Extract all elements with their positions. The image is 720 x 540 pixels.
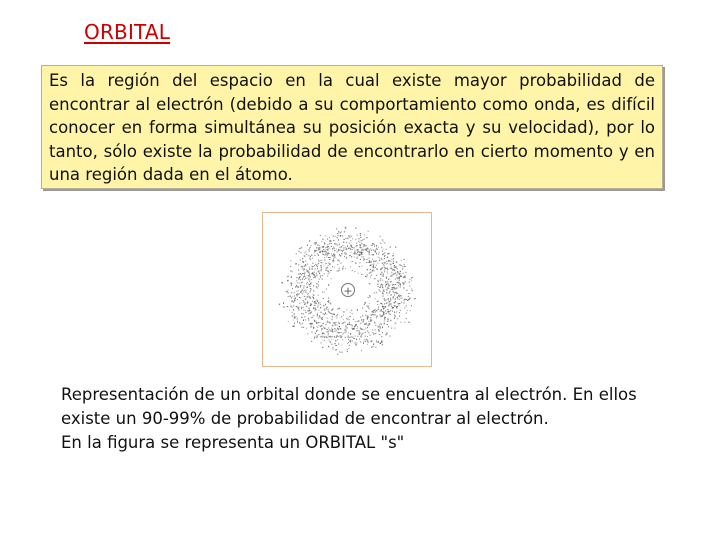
caption-line-3: En la figura se representa un ORBITAL "s": [61, 433, 405, 452]
s-orbital-icon: [263, 213, 430, 365]
definition-text: Es la región del espacio en la cual existe mayor probabilidad de encontrar al electrón (debido a su comportamiento como onda, es difícil conocer en forma simultánea su posición exacta y su velocidad), por lo tanto, sólo existe la probabilidad de encontrarlo en cierto momento y en una región dada en el átomo.: [49, 71, 655, 185]
caption-line-2: existe un 90-99% de probabilidad de encontrar al electrón.: [61, 409, 549, 428]
definition-box: [41, 65, 663, 189]
caption-line-1: Representación de un orbital donde se encuentra al electrón. En ellos: [61, 385, 637, 404]
caption: [61, 383, 711, 455]
page-title: ORBITAL: [84, 20, 171, 44]
orbital-figure: [262, 212, 432, 367]
nucleus-symbol: +: [343, 284, 353, 298]
